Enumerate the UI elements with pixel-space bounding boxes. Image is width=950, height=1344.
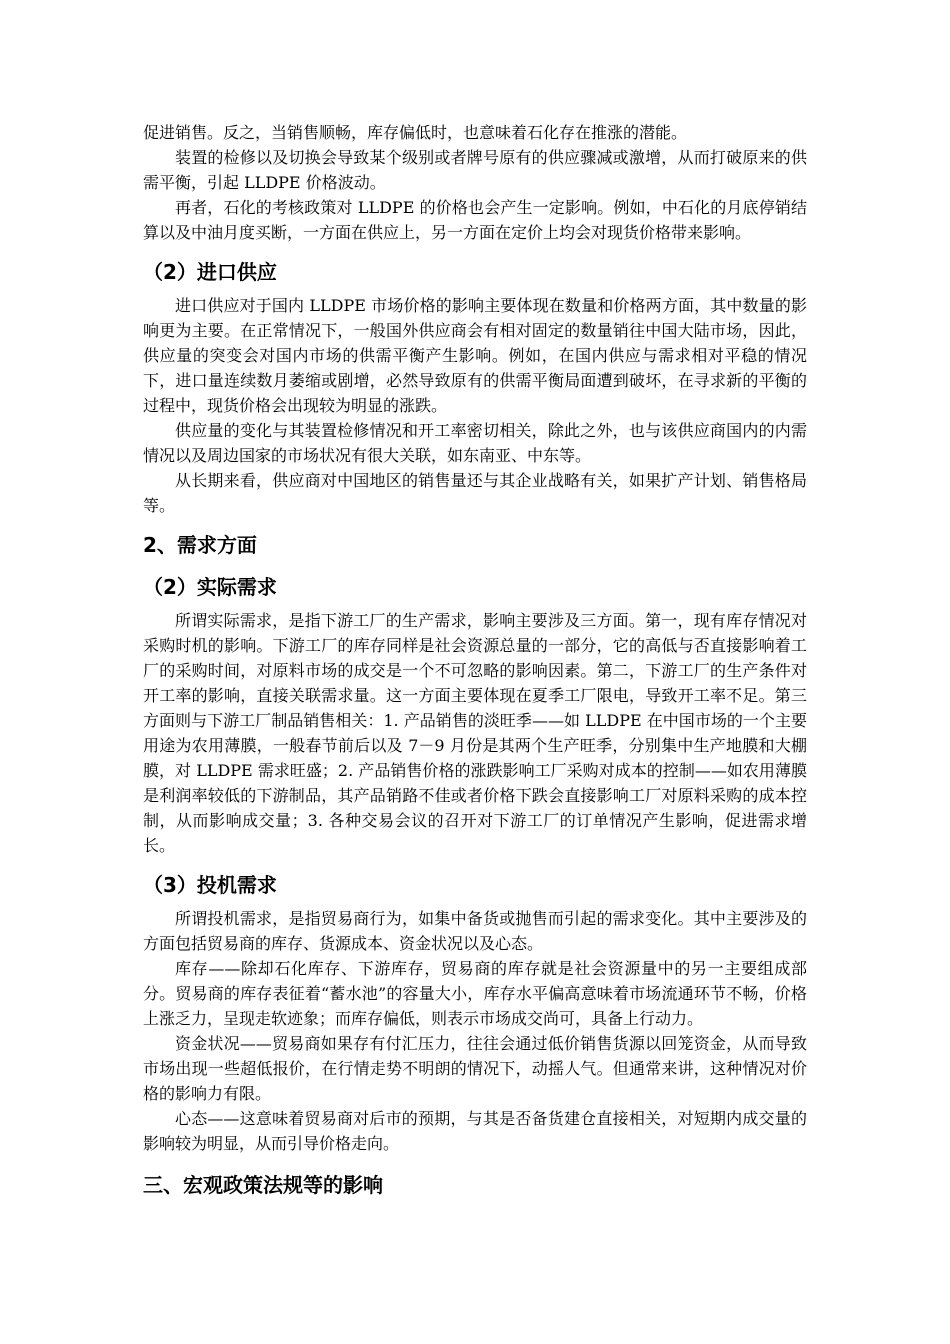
paragraph-speculative-3: 资金状况——贸易商如果存有付汇压力，往往会通过低价销售货源以回笼资金，从而导致市场出现一些超低报价，在行情走势不明朗的情况下，动摇人气。但通常来讲，这种情况对价格的影响力有限。 xyxy=(143,1034,807,1103)
paragraph-actual-demand: 所谓实际需求，是指下游工厂的生产需求，影响主要涉及三方面。第一，现有库存情况对采购时机的影响。下游工厂的库存同样是社会资源总量的一部分，它的高低与否直接影响着工厂的采购时间，对原料市场的成交是一个不可忽略的影响因素。第二，下游工厂的生产条件对开工率的影响，直接关联需求量。这一方面主要体现在夏季工厂限电，导致开工率不足。第三方面则与下游工厂制品销售相关：1. 产品销售的淡旺季——如 LLDPE 在中国市场的一个主要用途为农用薄膜，一般春节前后以及 7－9 月份是其两个生产旺季，分别集中生产地膜和大棚膜，对 LLDPE 需求旺盛；2. 产品销售价格的涨跌影响工厂采购对成本的控制——如农用薄膜是利润率较低的下游制品，其产品销路不佳或者价格下跌会直接影响工厂对原料采购的成本控制，从而影响成交量；3. 各种交易会议的召开对下游工厂的订单情况产生影响，促进需求增长。 xyxy=(143,611,807,855)
paragraph-import-1: 进口供应对于国内 LLDPE 市场价格的影响主要体现在数量和价格两方面，其中数量的影响更为主要。在正常情况下，一般国外供应商会有相对固定的数量销往中国大陆市场，因此，供应量的突变会对国内市场的供需平衡产生影响。例如，在国内供应与需求相对平稳的情况下，进口量连续数月萎缩或剧增，必然导致原有的供需平衡局面遭到破坏，在寻求新的平衡的过程中，现货价格会出现较为明显的涨跌。 xyxy=(143,296,807,415)
paragraph-continuation: 促进销售。反之，当销售顺畅，库存偏低时，也意味着石化存在推涨的潜能。 xyxy=(143,123,688,142)
paragraph-import-3: 从长期来看，供应商对中国地区的销售量还与其企业战略有关，如果扩产计划、销售格局等。 xyxy=(143,471,807,515)
paragraph-speculative-2: 库存——除却石化库存、下游库存，贸易商的库存就是社会资源量中的另一主要组成部分。贸易商的库存表征着“蓄水池”的容量大小，库存水平偏高意味着市场流通环节不畅，价格上涨乏力，呈现走软迹象；而库存偏低，则表示市场成交尚可，具备上行动力。 xyxy=(143,959,807,1028)
paragraph-policy: 再者，石化的考核政策对 LLDPE 的价格也会产生一定影响。例如，中石化的月底停销结算以及中油月度买断，一方面在供应上，另一方面在定价上均会对现货价格带来影响。 xyxy=(143,198,807,242)
heading-demand: 2、需求方面 xyxy=(143,533,257,557)
paragraph-import-2: 供应量的变化与其装置检修情况和开工率密切相关，除此之外，也与该供应商国内的内需情况以及周边国家的市场状况有很大关联，如东南亚、中东等。 xyxy=(143,421,807,465)
paragraph-maintenance: 装置的检修以及切换会导致某个级别或者牌号原有的供应骤减或激增，从而打破原来的供需平衡，引起 LLDPE 价格波动。 xyxy=(143,148,807,192)
heading-macro-policy: 三、宏观政策法规等的影响 xyxy=(143,1173,383,1197)
heading-import-supply: （2）进口供应 xyxy=(143,260,277,284)
heading-actual-demand: （2）实际需求 xyxy=(143,575,277,599)
heading-speculative-demand: （3）投机需求 xyxy=(143,873,277,897)
paragraph-speculative-1: 所谓投机需求，是指贸易商行为，如集中备货或抛售而引起的需求变化。其中主要涉及的方面包括贸易商的库存、货源成本、资金状况以及心态。 xyxy=(143,909,807,953)
paragraph-speculative-4: 心态——这意味着贸易商对后市的预期，与其是否备货建仓直接相关，对短期内成交量的影响较为明显，从而引导价格走向。 xyxy=(143,1109,807,1153)
